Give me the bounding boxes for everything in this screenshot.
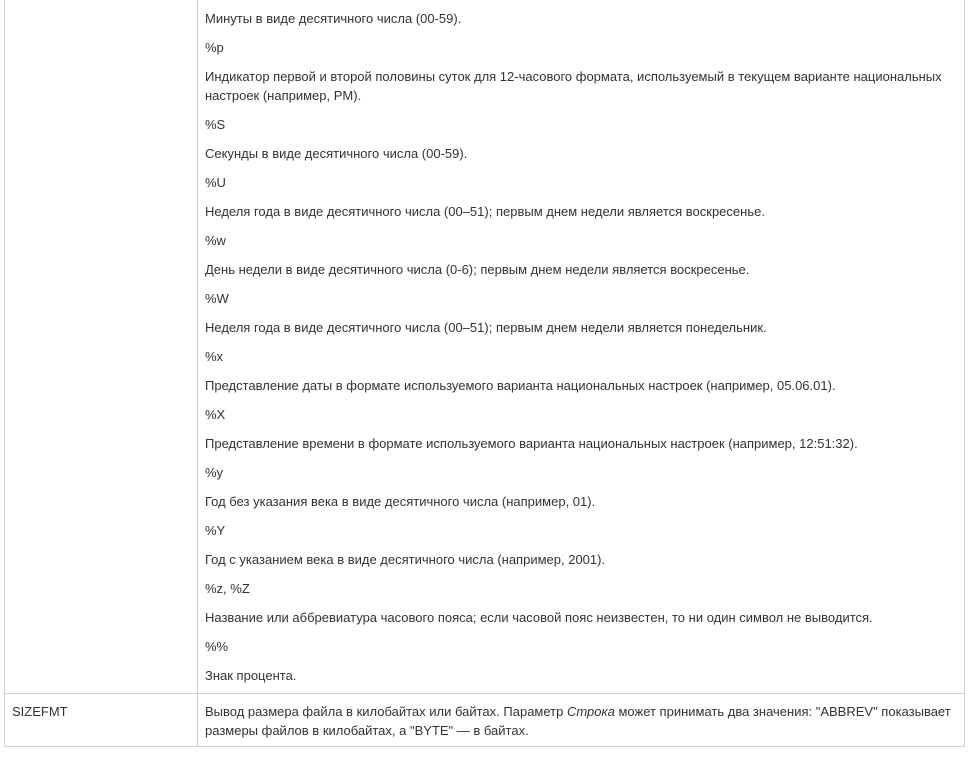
sizefmt-desc-italic-param: Строка [566,704,615,719]
format-codes-cell [198,0,965,694]
code-x: %x [205,349,224,364]
code-Y: %Y [205,523,226,538]
entry-date-desc: Представление даты в формате используемого варианта национальных настроек (например, 05.06.01). [205,378,836,393]
code-y: %y [205,465,224,480]
sizefmt-desc-part1: Вывод размера файла в килобайтах или байтах. Параметр [205,704,567,719]
code-w: %w [205,233,226,248]
table-row-format-codes [5,0,965,694]
entry-weekday-desc: День недели в виде десятичного числа (0-6); первым днем недели является воскресенье. [205,262,750,277]
code-zZ: %z, %Z [205,581,250,596]
entry-week-sunday-desc: Неделя года в виде десятичного числа (00–51); первым днем недели является воскресенье. [205,204,765,219]
entry-minutes-desc: Минуты в виде десятичного числа (00-59). [205,11,462,26]
entry-percent-desc: Знак процента. [205,668,297,683]
entry-year-full-desc: Год с указанием века в виде десятичного числа (например, 2001). [205,552,606,567]
param-name-sizefmt: SIZEFMT [12,704,68,719]
table-row-sizefmt [5,694,965,747]
code-S: %S [205,117,226,132]
sizefmt-desc-part2: может принимать два значения: "ABBREV" показывает размеры файлов в килобайтах, а "BYTE" — в байтах. [205,704,951,738]
code-W: %W [205,291,229,306]
entry-seconds-desc: Секунды в виде десятичного числа (00-59). [205,146,468,161]
entry-ampm-desc: Индикатор первой и второй половины суток для 12-часового формата, используемый в текущем варианте национальных настроек (например, PM). [205,69,942,103]
code-percent: %% [205,639,229,654]
entry-timezone-desc: Название или аббревиатура часового пояса; если часовой пояс неизвестен, то ни один символ не выводится. [205,610,873,625]
entry-year-short-desc: Год без указания века в виде десятичного числа (например, 01). [205,494,596,509]
sizefmt-description [205,702,954,740]
entry-week-monday-desc: Неделя года в виде десятичного числа (00–51); первым днем недели является понедельник. [205,320,767,335]
entry-time-desc: Представление времени в формате используемого варианта национальных настроек (например, 12:51:32). [205,436,858,451]
code-U: %U [205,175,226,190]
code-p: %p [205,40,224,55]
code-X: %X [205,407,226,422]
sizefmt-desc-cell [198,694,965,747]
param-name-cell [5,694,198,747]
param-name-cell-empty [5,0,198,694]
parameters-table [4,0,965,747]
